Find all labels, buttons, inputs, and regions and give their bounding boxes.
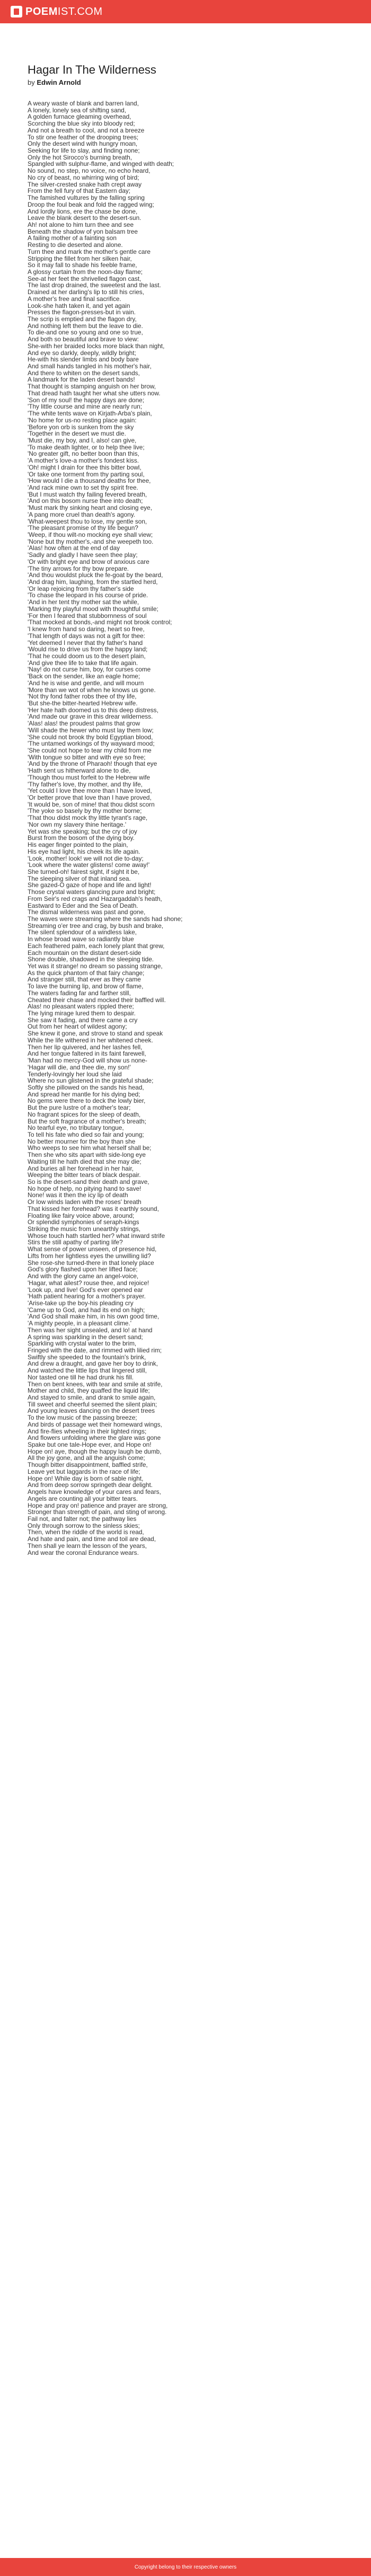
poem-line: Angels have knowledge of your cares and fears, [28,1488,161,1496]
poem-line: While the life withered in her whitened cheek. [28,1036,153,1044]
poem-line: Waiting till he hath died that she may die; [28,1157,142,1165]
poem-line: Ah! not alone to him turn thee and see [28,220,134,228]
poem-line: And watched the little lips that lingered still, [28,1367,147,1375]
poem-line: 'Look where the water glistens! come away!' [28,861,150,869]
poem-line: To stir one feather of the drooping trees; [28,133,139,141]
poem-line: 'Or take one torment from thy parting soul, [28,470,145,478]
site-header [0,0,371,23]
poem-line: The sleeping silver of that inland sea. [28,874,131,882]
poem-line: 'To chase the leopard in his course of pride. [28,591,148,599]
poem-line: Cheated their chase and mocked their baffled will. [28,996,166,1004]
poem-line: That thought is stamping anguish on her brow, [28,383,156,391]
poem-line: To tell his fate who died so fair and young; [28,1130,144,1138]
poem-line: Mother and child, they quaffed the liquid life; [28,1387,150,1395]
poem-line: A weary waste of blank and barren land, [28,100,139,107]
poem-line: Fail not, and falter not; the pathway lies [28,1515,137,1522]
poem-line: Hope on! aye, though the happy laugh be dumb, [28,1447,162,1455]
poem-line: To the low music of the passing breeze; [28,1414,137,1422]
poem-line: From Seir's red crags and Hazargaddah's heath, [28,895,162,902]
poem-line: She rose-she turned-there in that lonely place [28,1259,154,1267]
poem-line: 'Yet deemed I never that thy father's hand [28,639,143,647]
poem-line: Till sweet and cheerful seemed the silent plain; [28,1400,157,1408]
poem-line: Turn thee and mark the mother's gentle care [28,247,151,255]
poem-line: And small hands tangled in his mother's hair, [28,362,152,370]
poem-line: Presses the flagon-presses-but in vain. [28,308,136,316]
poem-line: 'To make death lighter, or to help thee live; [28,443,145,451]
poem-line: And with the glory came an angel-voice, [28,1272,139,1280]
poem-line: No gems were there to deck the lowly bier, [28,1097,146,1105]
poem-line: So it may fall to shade his feeble frame, [28,261,137,269]
poem-line: Then was her sight unsealed, and lo! at hand [28,1326,153,1334]
poem-line: The silent splendour of a windless lake, [28,928,137,936]
poem-line: No better mourner for the boy than she [28,1137,136,1145]
poem-line: She saw it fading, and there came a cry [28,1016,138,1024]
poem-line: Droop the foul beak and fold the ragged wing; [28,200,154,208]
poem-line: Hope on! While day is born of sable night, [28,1474,144,1482]
poem-line: And wear the coronal Endurance wears. [28,1548,139,1556]
poem-line: Angels are counting all your bitter tears. [28,1494,138,1502]
poem-line: What sense of power unseen, of presence hid, [28,1245,157,1253]
poem-line: 'Arise-take up the boy-his pleading cry [28,1299,134,1307]
poem-line: The lying mirage lured them to despair. [28,1010,136,1017]
poem-line: 'But I must watch thy failing fevered breath, [28,490,147,498]
poem-line: 'Nor own my slavery thine heritage.' [28,820,127,828]
poem-line: Then, when the riddle of the world is read, [28,1528,144,1536]
poem-line: Floating like fairy voice above, around; [28,1211,135,1219]
poem-line: 'Would rise to drive us from the happy land; [28,645,148,653]
poem-line: Hope and pray on! patience and prayer are strong, [28,1501,168,1509]
poem-line: Beneath the shadow of yon balsam tree [28,227,138,235]
poem-line: 'A mother's love-a mother's fondest kiss. [28,457,139,465]
poem-line: Yet was she speaking; but the cry of joy [28,827,137,835]
poem-line: 'And he is wise and gentle, and will mourn [28,679,144,687]
byline [28,78,371,87]
poem-line: 'None but thy mother's,-and she weepeth too. [28,537,154,545]
poem-line: Scorching the blue sky into bloody red; [28,120,135,128]
book-icon [11,6,22,17]
poem-line: 'Thy little course and mine are nearly run; [28,403,143,411]
poem-line: And buries all her forehead in her hair, [28,1164,134,1172]
poem-line: 'Came up to God, and had its end on high; [28,1306,145,1314]
poem-line: And eye so darkly, deeply, wildly bright; [28,349,136,357]
poem-line: Leave yet but laggards in the race of life; [28,1467,140,1475]
poem-line: 'Son of my soul! the happy days are done; [28,396,144,404]
poem-line: That kissed her forehead? was it earthly sound, [28,1205,159,1212]
poem-line: See-at her feet the shrivelled flagon cast, [28,275,142,282]
poem-line: To die-and one so young and one so true, [28,329,143,337]
poem-line: Sparkling with crystal water to the brim, [28,1340,137,1348]
poem-line: 'And drag him, laughing, from the startled herd, [28,578,158,586]
poem-line: Then her lip quivered, and her lashes fell, [28,1043,143,1051]
poem-line: 'Her hate hath doomed us to this deep distress, [28,706,158,714]
poem-line: Drained at her darling's lip to still his cries, [28,288,144,296]
poem-line: Who weeps to see him what herself shall be; [28,1144,152,1152]
poem-line: Out from her heart of wildest agony; [28,1023,127,1031]
poem-line: As the quick phantom of that fairy change; [28,969,145,977]
logo-text [25,6,103,18]
poem-line: And birds of passage wet their homeward wings, [28,1420,162,1428]
author-link[interactable]: Edwin Arnold [37,78,81,86]
poem-line: Or splendid symphonies of seraph-kings [28,1218,139,1226]
poem-line: Then on bent knees, with tear and smile at strife, [28,1380,163,1388]
poem-line: And her tongue faltered in its faint farewell, [28,1050,146,1058]
poem-line: Only the hot Sirocco's burning breath, [28,153,132,161]
poem-line: Yet was it strange! no dream so passing strange, [28,962,163,970]
poem-line: Leave the blank desert to the desert-sun. [28,214,142,222]
poem-line: The scrip is emptied and the flagon dry, [28,315,137,323]
poem-line: A lonely, lonely sea of shifting sand, [28,106,127,114]
poem-line: Striking the music from unearthly strings, [28,1225,141,1233]
poem-line: And both so beautiful and brave to view: [28,335,139,343]
poem-line: The waves were streaming where the sands had shone; [28,915,183,923]
poem-line: 'Back on the sender, like an eagle home; [28,672,140,680]
poem-line: Where no sun glistened in the grateful shade; [28,1077,154,1085]
poem-line: Though bitter disappointment, baffled strife, [28,1461,148,1469]
poem-line: 'That he could doom us to the desert plain, [28,652,146,660]
poem-line: 'More than we wot of when he knows us gone. [28,686,156,694]
poem-line: And stayed to smile, and drank to smile again, [28,1394,156,1401]
poem-body [28,100,371,1556]
poem-line: 'Hagar, what ailest? rouse thee, and rejoice! [28,1279,149,1287]
poem-line: And lordly lions, ere the chase be done, [28,207,138,215]
poem-line: 'And God shall make him, in his own good time, [28,1313,160,1321]
poem-line: Eastward to Eder and the Sea of Death. [28,901,138,909]
poem-line: She turned-oh! fairest sight, if sight it be, [28,867,140,875]
poem-line: And nothing left them but the leave to die. [28,322,143,330]
poem-line: Spangled with sulphur-flame, and winged with death; [28,160,174,168]
poem-line: The dismal wilderness was past and gone, [28,908,146,916]
poem-line: 'Weep, if thou wilt-no mocking eye shall view; [28,531,153,538]
poem-line: Only the desert wind with hungry moan, [28,140,138,148]
poem-line: 'Man had no mercy-God will show us none- [28,1057,147,1065]
poem-line: 'Together in the desert we must die. [28,430,126,438]
poem-line: Burst from the bosom of the dying boy. [28,834,135,842]
poem-line: 'Marking thy playful mood with thoughtful smile; [28,605,158,613]
poem-line: Stirs the still apathy of parting life? [28,1238,123,1246]
poem-line: Fringed with the date, and rimmed with lilied rim; [28,1346,162,1354]
poem-line: She-with her braided locks more black than night, [28,342,165,350]
poem-line: 'It would be, son of mine! that thou didst scorn [28,800,155,808]
poem-line: A mother's free and final sacrifice. [28,295,121,303]
poem-line: Then she who sits apart with side-long eye [28,1151,146,1159]
poem-line: 'The yoke so basely by thy mother borne; [28,807,142,815]
poem-line: 'Or leap rejoicing from thy father's side [28,585,134,592]
poem-line: No cry of beast, no whirring wing of bird; [28,173,139,181]
poem-line: Resting to die deserted and alone. [28,241,123,249]
poem-line: Those crystal waters glancing pure and bright; [28,888,156,896]
poem-line: 'But she-the bitter-hearted Hebrew wife. [28,699,138,707]
poem-line: Each mountain on the distant desert-side [28,949,142,957]
poem-line: 'Before yon orb is sunken from the sky [28,423,134,431]
poem-line: 'How would I die a thousand deaths for thee, [28,477,151,485]
poem-line: 'Though thou must forfeit to the Hebrew wife [28,773,151,781]
poem-line: And flowers unfolding where the glare was gone [28,1434,161,1442]
poem-line: 'And on this bosom nurse thee into death; [28,497,143,505]
poem-line: But the soft fragrance of a mother's breath; [28,1117,146,1125]
poem-line: Alas! no pleasant waters rippled there; [28,1003,134,1011]
poem-line: Look-she hath taken it, and yet again [28,302,130,309]
logo-text-bold: POEM [25,5,58,17]
poem-line: She gazed-O gaze of hope and life and light! [28,881,152,889]
poem-line: 'Sadly and gladly I have seen thee play; [28,551,138,559]
copyright-text: Copyright belong to their respective owners [134,2564,237,2570]
poem-line: 'The tiny arrows for thy bow prepare. [28,564,129,572]
poem-line: And spread her mantle for his dying bed; [28,1090,140,1098]
poem-line: 'She could not brook thy bold Egyptian blood, [28,733,153,741]
poem-line: 'That mocked at bonds,-and might not brook control; [28,618,172,626]
site-footer [0,2558,371,2576]
poem-line: 'That length of days was not a gift for thee: [28,632,145,640]
poem-line: 'A mighty people, in a pleasant clime.' [28,1320,131,1327]
poem-line: 'Yet could I love thee more than I have loved, [28,787,152,795]
poem-line: Streaming o'er tree and crag, by bush and brake, [28,922,164,930]
poem-line: 'A pang more cruel than death's agony. [28,510,136,518]
logo-text-thin: IST.COM [57,5,103,17]
poem-line: Stronger than strength of pain, and sting of wrong. [28,1508,167,1516]
poem-line: And not a breath to cool, and not a breeze [28,126,145,134]
poem-line: That dread hath taught her what she utters now. [28,389,161,397]
poem-line: 'No greater gift, no better boon than this, [28,450,139,458]
poem-line: 'She could not hope to tear my child from me [28,747,152,754]
poem-line: And from deep sorrow springeth dear delight. [28,1481,153,1489]
poem-line: Nor tasted one till he had drunk his fill. [28,1373,134,1381]
poem-line: And drew a draught, and gave her boy to drink, [28,1360,158,1368]
poem-line: A glossy curtain from the noon-day flame; [28,268,143,276]
poem-line: 'Nay! do not curse him, boy, for curses come [28,666,151,674]
poem-line: 'Or better prove that love than I have proved, [28,794,152,802]
poem-line: No sound, no step, no voice, no echo heard, [28,167,151,175]
poem-line: His eager finger pointed to the plain, [28,841,128,849]
poem-line: 'And made our grave in this drear wilderness. [28,713,153,721]
poem-line: 'And by the throne of Pharaoh! though that eye [28,760,157,768]
poem-line: Seeking for life to slay, and finding none; [28,147,140,155]
poem-line: And fire-flies wheeling in their lighted rings; [28,1427,147,1435]
poem-line: 'Must mark thy sinking heart and closing eye, [28,504,153,512]
poem-line: 'And rack mine own to set thy spirit free. [28,483,138,491]
poem-line: 'Alas! alas! the proudest palms that grow [28,720,140,728]
poem-line: Shone double, shadowed in the sleeping tide. [28,955,154,963]
by-label: by [28,78,35,86]
poem-title: Hagar In The Wilderness [28,63,156,76]
poem-line: 'Will shade the hewer who must lay them low; [28,726,154,734]
poem-line: Each feathered palm, each lonely plant that grew, [28,942,165,950]
poem-line: Whose touch hath startled her? what inward strife [28,1232,165,1240]
poem-line: A landmark for the laden desert bands! [28,376,135,384]
poem-line: And hate and pain, and time and toil are dead, [28,1535,156,1543]
poem-content [0,23,371,1556]
poem-line: 'Look, mother! look! we will not die to-day; [28,854,144,862]
poem-line: A spring was sparkling in the desert sand; [28,1333,143,1341]
poem-line: 'And in her tent thy mother sat the while, [28,598,139,606]
poem-line: Weeping the bitter tears of black despair. [28,1171,141,1179]
poem-line: 'Or with bright eye and brow of anxious care [28,557,149,565]
poem-line: 'Hagar will die, and thee die, my son!' [28,1063,131,1071]
poem-line: The famished vultures by the falling spring [28,194,145,202]
poem-line: God's glory flashed upon her lifted face; [28,1265,138,1273]
poem-line: And young leaves dancing on the desert trees [28,1407,155,1415]
poem-line: She knew it gone, and strove to stand and speak [28,1030,163,1038]
poem-line: Or low winds laden with the roses' breath [28,1198,142,1206]
poem-line: 'Alas! how often at the end of day [28,544,120,552]
poem-line: 'Must die, my boy, and I, also! can give, [28,436,137,444]
poem-line: None! was it then the icy lip of death [28,1191,128,1199]
poem-line: No hope of help, no pitying hand to save! [28,1184,142,1192]
poem-line: The waters fading far and farther still, [28,989,131,997]
poem-line: Stripping the fillet from her silken hair, [28,254,132,262]
poem-line: 'The untamed workings of thy wayward mood; [28,740,155,748]
poem-line: A golden furnace gleaming overhead, [28,113,131,121]
poem-line: 'I knew from hand so daring, heart so free, [28,625,145,633]
poem-line: His eye had light, his cheek its life again. [28,847,140,855]
poem-line: To lave the burning lip, and brow of flame, [28,982,144,990]
poem-line: 'And give thee life to take that life again. [28,659,138,667]
poem-line: No fragrant spices for the sleep of death, [28,1110,141,1118]
poem-line: 'Thy father's love, thy mother, and thy life, [28,780,143,788]
poem-line: Softly she pillowed on the sands his head, [28,1083,144,1091]
poem-line: But the pure lustre of a mother's tear; [28,1104,131,1112]
poem-line: A failing mother of a fainting son [28,234,117,242]
poem-line: 'The pleasant promise of thy life begun? [28,524,138,532]
poem-line: 'That thou didst mock thy little tyrant's rage, [28,814,148,822]
poem-line: 'No home for us-no resting place again: [28,416,137,424]
poem-line: 'Look up, and live! God's ever opened ear [28,1286,143,1294]
poem-line: 'The white tents wave on Kirjath-Arba's plain, [28,410,152,418]
poem-line: And there to whiten on the desert sands, [28,369,140,377]
poem-line: The silver-crested snake hath crept away [28,180,142,188]
poem-line: And stranger still, that ever as they came [28,976,141,984]
poem-line: 'Not thy fond father robs thee of thy life, [28,693,137,701]
poem-line: 'With tongue so bitter and with eye so free; [28,753,146,761]
poem-line: 'And thou wouldst pluck the fe-goat by the beard, [28,571,163,579]
poem-line: All the joy gone, and all the anguish come; [28,1454,145,1462]
poem-line: 'What-weepest thou to lose, my gentle son, [28,517,147,525]
poem-line: No tearful eye, no tributary tongue, [28,1124,124,1132]
poem-line: 'Hath sent us hitherward alone to die, [28,767,131,775]
poem-line: Spake but one tale-Hope ever, and Hope on! [28,1441,152,1449]
poem-line: Tenderly-lovingly her loud she laid [28,1070,122,1078]
poem-line: Then shall ye learn the lesson of the years, [28,1542,147,1550]
poem-line: The last drop drained, the sweetest and the last. [28,281,161,289]
poem-line: In whose broad wave so radiantly blue [28,935,134,943]
poem-line: So is the desert-sand their death and grave, [28,1178,149,1185]
poem-line: From the fell fury of that Eastern day; [28,187,131,195]
site-logo[interactable] [11,6,103,18]
poem-line: Swiftly she speeded to the fountain's brink, [28,1353,146,1361]
poem-line: Lifts from her lightless eyes the unwilling lid? [28,1252,151,1260]
poem-line: 'Oh! might I drain for thee this bitter bowl, [28,463,142,471]
poem-line: Only through sorrow to the sinless skies; [28,1521,140,1529]
poem-line: 'For then I feared that stubbornness of soul [28,612,147,619]
poem-line: He-with his slender limbs and body bare [28,356,139,364]
poem-line: 'Hath patient hearing for a mother's prayer. [28,1293,146,1300]
